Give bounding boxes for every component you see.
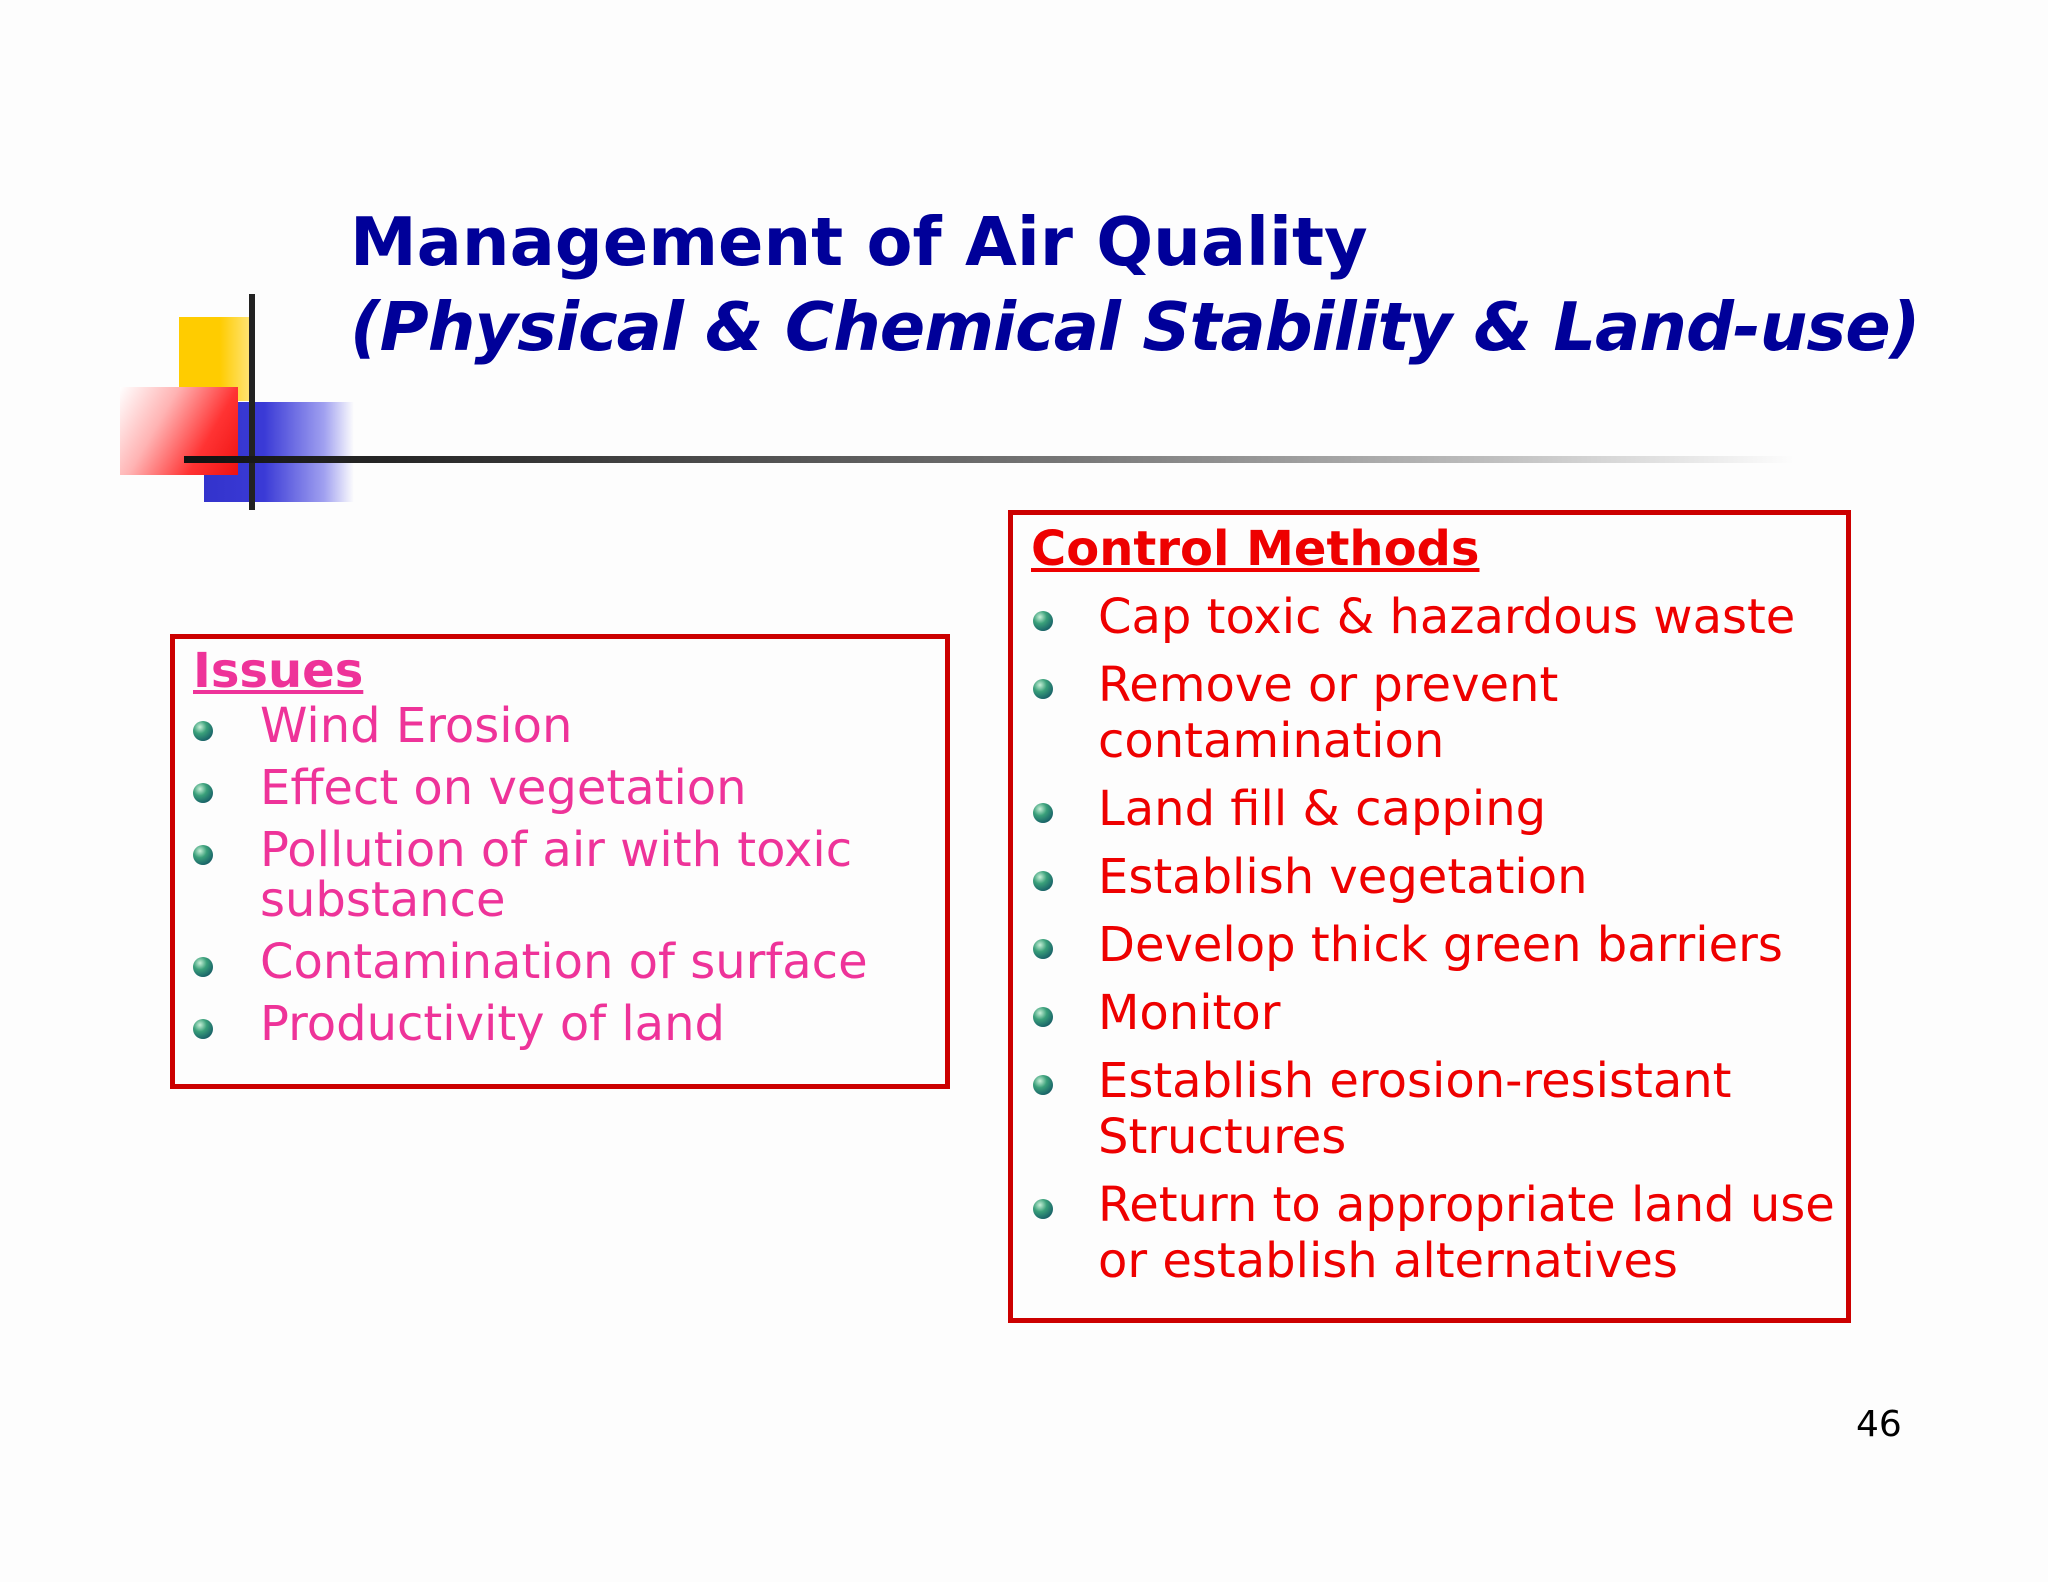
issues-heading: Issues xyxy=(193,643,364,699)
list-item xyxy=(175,996,945,1052)
list-item-label: Develop thick green barriers xyxy=(1098,917,1783,973)
globe-bullet-icon xyxy=(1033,1075,1053,1095)
list-item xyxy=(1013,917,1846,973)
globe-bullet-icon xyxy=(1033,679,1053,699)
list-item-label: Productivity of land xyxy=(260,996,725,1052)
globe-bullet-icon xyxy=(1033,939,1053,959)
slide-title: Management of Air Quality xyxy=(350,203,1368,281)
globe-bullet-icon xyxy=(1033,611,1053,631)
list-item xyxy=(1013,985,1846,1041)
list-item-label: Establish erosion-resistant Structures xyxy=(1098,1053,1732,1165)
globe-bullet-icon xyxy=(193,1019,213,1039)
list-item xyxy=(175,822,945,928)
control-methods-box xyxy=(1008,510,1851,1323)
list-item xyxy=(1013,1177,1846,1289)
slide-subtitle: (Physical & Chemical Stability & Land-use) xyxy=(350,288,1920,366)
list-item-label: Return to appropriate land use or establish alternatives xyxy=(1098,1177,1835,1289)
list-item xyxy=(1013,781,1846,837)
list-item-label: Wind Erosion xyxy=(260,698,573,754)
list-item xyxy=(1013,849,1846,905)
globe-bullet-icon xyxy=(193,957,213,977)
globe-bullet-icon xyxy=(193,721,213,741)
control-methods-list xyxy=(1013,589,1846,1301)
list-item xyxy=(1013,657,1846,769)
list-item xyxy=(175,698,945,754)
list-item-label: Effect on vegetation xyxy=(260,760,747,816)
globe-bullet-icon xyxy=(1033,803,1053,823)
list-item-label: Land fill & capping xyxy=(1098,781,1547,837)
list-item xyxy=(175,760,945,816)
globe-bullet-icon xyxy=(193,783,213,803)
globe-bullet-icon xyxy=(1033,1007,1053,1027)
list-item-label: Pollution of air with toxic substance xyxy=(260,822,853,928)
list-item xyxy=(1013,589,1846,645)
list-item xyxy=(175,934,945,990)
list-item-label: Cap toxic & hazardous waste xyxy=(1098,589,1796,645)
list-item-label: Monitor xyxy=(1098,985,1281,1041)
globe-bullet-icon xyxy=(1033,871,1053,891)
list-item-label: Remove or prevent contamination xyxy=(1098,657,1559,769)
list-item-label: Contamination of surface xyxy=(260,934,868,990)
page-number: 46 xyxy=(1856,1404,1902,1445)
issues-list xyxy=(175,698,945,1061)
title-underline-rule xyxy=(184,456,1794,463)
decorative-vertical-line xyxy=(249,294,255,510)
issues-box xyxy=(170,634,950,1089)
control-methods-heading: Control Methods xyxy=(1031,521,1480,577)
list-item xyxy=(1013,1053,1846,1165)
list-item-label: Establish vegetation xyxy=(1098,849,1588,905)
globe-bullet-icon xyxy=(1033,1199,1053,1219)
globe-bullet-icon xyxy=(193,845,213,865)
